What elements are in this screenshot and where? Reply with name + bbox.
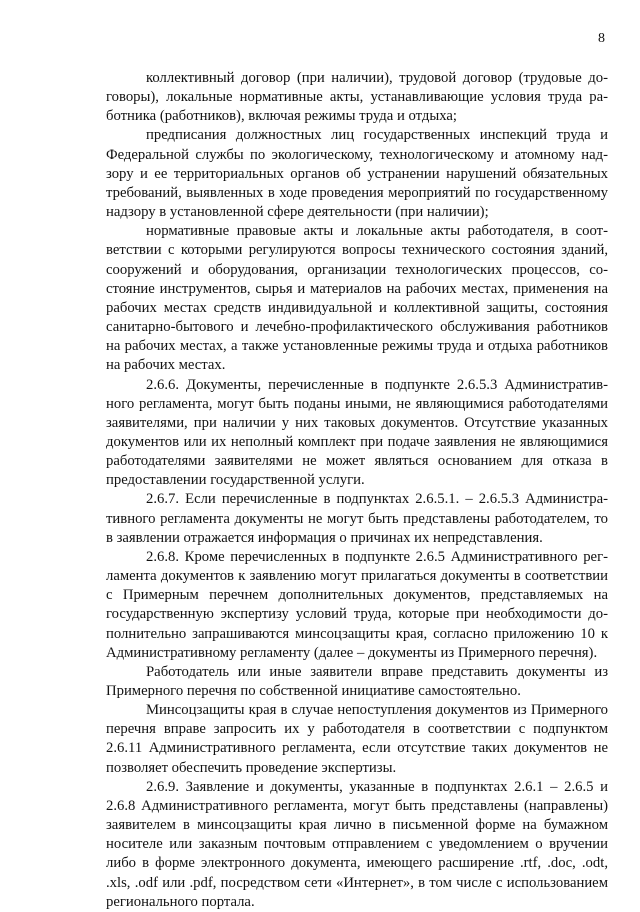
- paragraph-collective-agreement: коллективный договор (при наличии), трудовой договор (трудовые договоры), локальные нормативные акты, устанавливающие условия труда работника (работников), включая режимы труда и отдыха;: [106, 70, 608, 125]
- paragraph-ministry-request: Минсоцзащиты края в случае непоступления документов из Примерного перечня вправе запросить их у работодателя в соответствии с подпунктом 2.6.11 Административного регламента, если отсутствие таких документов не позволяет обеспечить проведение экспертизы.: [106, 702, 608, 776]
- paragraph-2-6-9: 2.6.9. Заявление и документы, указанные в подпунктах 2.6.1 – 2.6.5 и 2.6.8 Административного регламента, могут быть представлены (направлены) заявителем в минсоцзащиты края лично в письменной форме на бумажном носителе или заказным почтовым отправлением с уведомлением о вручении либо в форме электронного документа, имеющего расширение .rtf, .doc, .odt, .xls, .odf или .pdf, посредством сети «Интернет», в том числе с использованием регионального портала.: [106, 778, 608, 910]
- paragraph-normative-acts: нормативные правовые акты и локальные акты работодателя, в соответствии с которыми регулируются вопросы технического состояния зданий, сооружений и оборудования, организации технологических процессов, состояние инструментов, сырья и материалов на рабочих местах, применения на рабочих местах средств индивидуальной и коллективной защиты, состояния санитарно-бытового и лечебно-профилактического обслуживания работников на рабочих местах, а также установленные режимы труда и отдыха работников на рабочих местах.: [106, 223, 608, 374]
- paragraph-2-6-6: 2.6.6. Документы, перечисленные в подпункте 2.6.5.3 Административного регламента, могут быть поданы иными, не являющимися работодателями заявителями, при наличии у них таковых документов. Отсутствие указанных документов или их неполный комплект при подаче заявления не являющимися работодателями заявителями не может являться основанием для отказа в предоставлении государственной услуги.: [106, 376, 608, 489]
- paragraph-2-6-8: 2.6.8. Кроме перечисленных в подпункте 2.6.5 Административного регламента документов к заявлению могут прилагаться документы в соответствии с Примерным перечнем дополнительных документов, представляемых на государственную экспертизу условий труда, которые при необходимости дополнительно запрашиваются минсоцзащиты края, согласно приложению 10 к Административному регламенту (далее – документы из Примерного перечня).: [106, 548, 608, 661]
- paragraph-employer-right: Работодатель или иные заявители вправе представить документы из Примерного перечня по собственной инициативе самостоятельно.: [106, 663, 608, 699]
- document-body: [106, 69, 608, 912]
- paragraph-2-6-7: 2.6.7. Если перечисленные в подпунктах 2.6.5.1. – 2.6.5.3 Административного регламента документы не могут быть представлены работодателем, то в заявлении отражается информация о причинах их непредставления.: [106, 491, 608, 546]
- paragraph-inspection-orders: предписания должностных лиц государственных инспекций труда и Федеральной службы по экологическому, технологическому и атомному надзору и ее территориальных органов об устранении нарушений обязательных требований, выявленных в ходе проведения мероприятий по государственному надзору в установленной сфере деятельности (при наличии);: [106, 127, 608, 221]
- page-number: 8: [598, 31, 605, 46]
